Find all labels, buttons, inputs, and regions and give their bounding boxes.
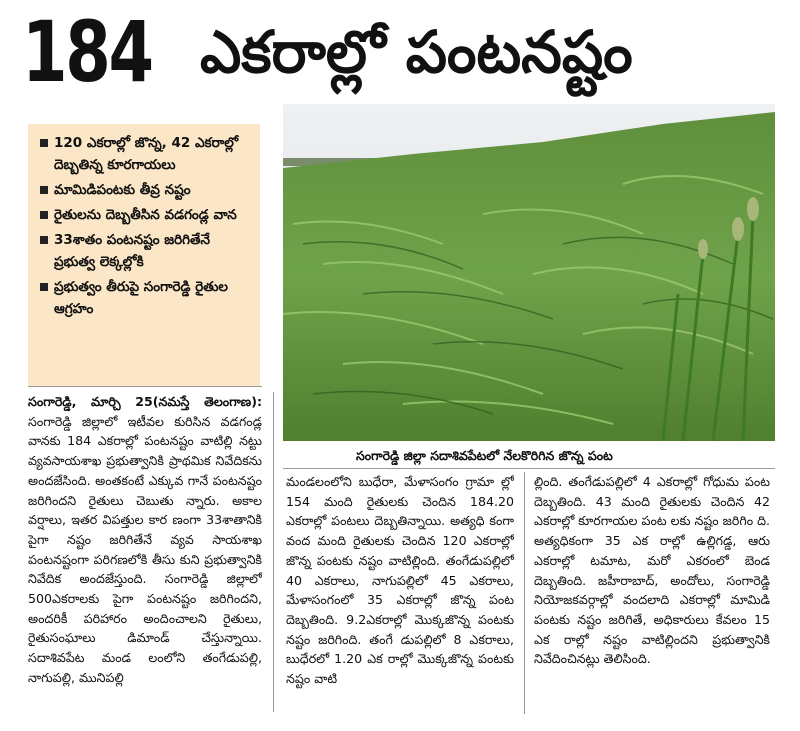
photo-caption: సంగారెడ్డి జిల్లా సదాశివపేటలో నేలకొరిగిన జొన్న పంట — [356, 448, 613, 463]
article-column-1 — [28, 392, 262, 710]
highlights-box — [28, 124, 260, 386]
article-text: మండలంలోని బుధేరా, మేళాసంగం గ్రామా ల్లో 154 మంది రైతులకు చెందిన 184.20 ఎకరాల్లో పంటలు దెబ్బతిన్నాయి. అత్యధి కంగా వంద మంది రైతులకు చెందిన 120 ఎకరాల్లో జొన్న పంటకు నష్టం వాటిల్లింది. తంగేడుపల్లిలో 40 ఎకరాలు, నాగుపల్లిలో 45 ఎకరాలు, మేళాసంగంలో 35 ఎకరాల్లో జొన్న పంట దెబ్బతింది. 9.2ఎకరాల్లో మొక్కజొన్న పంటకు నష్టం జరిగింది. తంగే డుపల్లిలో 8 ఎకరాలు, బుధేరలో 1.20 ఎక రాల్లో మొక్కజొన్న పంటకు నష్టం వాటి — [286, 474, 514, 687]
highlight-item: మామిడిపంటకు తీవ్ర నష్టం — [38, 179, 254, 201]
dateline: సంగారెడ్డి, మార్చి 25(నమస్తే తెలంగాణ): — [28, 394, 262, 409]
highlight-item: రైతులను దెబ్బతీసిన వడగండ్ల వాన — [38, 204, 254, 226]
headline-text: ఎకరాల్లో పంటనష్టం — [200, 18, 633, 86]
article-column-2 — [286, 472, 514, 720]
divider — [283, 468, 775, 469]
article-text: సంగారెడ్డి జిల్లాలో ఇటీవల కురిసిన వడగండ్ల వానకు 184 ఎకరాల్లో పంటనష్టం వాటిల్లి నట్టు వ్యవసాయశాఖ ప్రభుత్వానికి ప్రాథమిక నివేదికను అందజేసింది. అంతకంటే ఎక్కువ గానే పంటనష్టం జరిగిందని రైతులు చెబుతు న్నారు. అకాల వర్షాలు, ఇతర విపత్తుల కార ణంగా 33శాతానికి పైగా నష్టం జరిగితేనే వ్యవ సాయశాఖ పంటనష్టంగా పరిగణలోకి తీసు కుని ప్రభుత్వానికి నివేదిక అందజేస్తుంది. సంగారెడ్డి జిల్లాలో 500ఎకరాలకు పైగా పంటనష్టం జరిగిందని, అందరికీ పరిహారం అందించాలని రైతులు, రైతుసంఘాలు డిమాండ్ చేస్తున్నాయి. సదాశివపేట మండ లంలోని తంగేడుపల్లి, నాగుపల్లి, మునిపల్లి — [28, 413, 262, 685]
divider — [524, 472, 525, 714]
flattened-sorghum-field-image — [283, 104, 775, 441]
divider — [28, 386, 262, 387]
highlight-item: 120 ఎకరాల్లో జొన్న, 42 ఎకరాల్లో దెబ్బతిన్న కూరగాయలు — [38, 132, 254, 176]
divider — [273, 392, 274, 712]
headline-number: 184 — [22, 3, 152, 101]
article-column-3 — [534, 472, 770, 720]
headline — [22, 3, 792, 101]
highlight-item: ప్రభుత్వం తీరుపై సంగారెడ్డి రైతుల ఆగ్రహం — [38, 276, 254, 320]
highlight-item: 33శాతం పంటనష్టం జరిగితేనే ప్రభుత్వ లెక్కల్లోకి — [38, 229, 254, 273]
article-text: ల్లింది. తంగేడుపల్లిలో 4 ఎకరాల్లో గోధుమ పంట దెబ్బతింది. 43 మంది రైతులకు చెందిన 42 ఎకరాల్లో కూరగాయల పంట లకు నష్టం జరిగిం ది. అత్యధికంగా 35 ఎక రాల్లో ఉల్లిగడ్డ, ఆరు ఎకరాల్లో టమాట, మరో ఎకరంలో బెండ దెబ్బతింది. జహీరాబాద్, అందోలు, సంగారెడ్డి నియోజకవర్గాల్లో వందలాది ఎకరాల్లో మామిడి పంటకు నష్టం జరిగితే, అధికారులు కేవలం 15 ఎక రాల్లో నష్టం వాటిల్లిందని ప్రభుత్వానికి నివేదించినట్లు తెలిసింది. — [534, 474, 770, 667]
crop-field-photo — [283, 104, 775, 441]
